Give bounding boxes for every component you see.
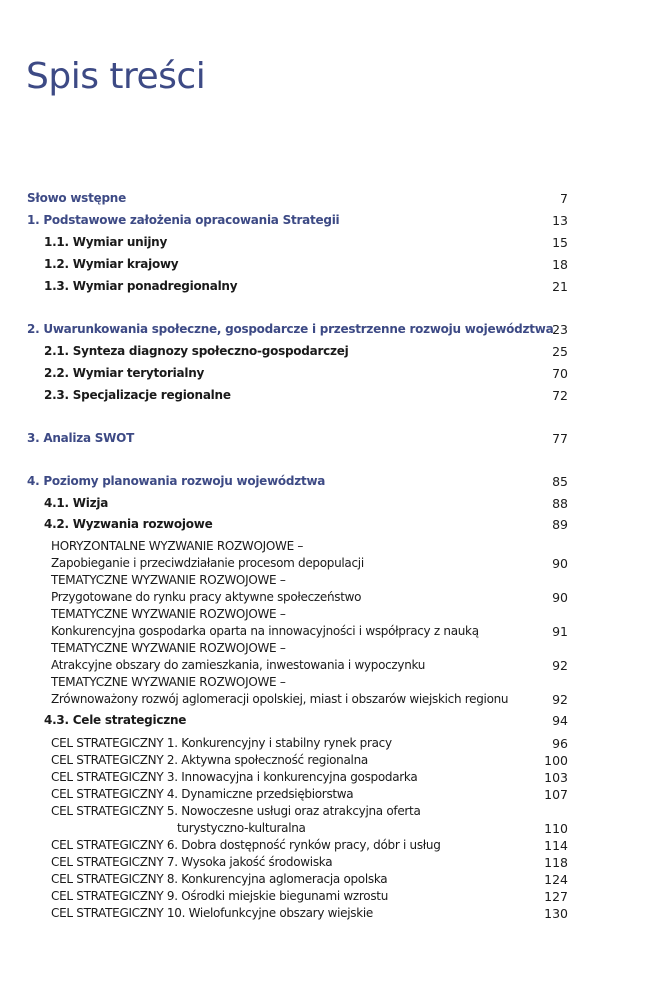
toc-entry-label: 2.2. Wymiar terytorialny xyxy=(44,366,205,380)
toc-entry-page-number: 23 xyxy=(552,322,568,337)
toc-entry-label: CEL STRATEGICZNY 9. Ośrodki miejskie biegunami wzrostu xyxy=(51,889,389,903)
toc-entry-label: TEMATYCZNE WYZWANIE ROZWOJOWE – xyxy=(51,641,286,655)
toc-entry[interactable] xyxy=(0,539,665,557)
toc-entry[interactable] xyxy=(0,906,665,924)
toc-entry-page-number: 103 xyxy=(544,770,568,785)
toc-entry[interactable] xyxy=(0,191,665,209)
toc-entry-label: 1.3. Wymiar ponadregionalny xyxy=(44,279,238,293)
toc-entry-page-number: 124 xyxy=(544,872,568,887)
toc-entry[interactable] xyxy=(0,496,665,514)
toc-entry[interactable] xyxy=(0,388,665,406)
toc-entry[interactable] xyxy=(0,675,665,693)
toc-entry-page-number: 127 xyxy=(544,889,568,904)
toc-entry-label: 1.2. Wymiar krajowy xyxy=(44,257,179,271)
toc-entry[interactable] xyxy=(0,573,665,591)
toc-entry-label: Przygotowane do rynku pracy aktywne społeczeństwo xyxy=(51,590,362,604)
toc-entry-page-number: 90 xyxy=(552,556,568,571)
toc-entry[interactable] xyxy=(0,804,665,822)
toc-entry-page-number: 77 xyxy=(552,431,568,446)
toc-entry[interactable] xyxy=(0,322,665,340)
toc-entry-label: CEL STRATEGICZNY 6. Dobra dostępność rynków pracy, dóbr i usług xyxy=(51,838,441,852)
toc-entry-label: Zrównoważony rozwój aglomeracji opolskiej, miast i obszarów wiejskich regionu xyxy=(51,692,509,706)
toc-entry-page-number: 130 xyxy=(544,906,568,921)
toc-entry-page-number: 18 xyxy=(552,257,568,272)
toc-entry-label: TEMATYCZNE WYZWANIE ROZWOJOWE – xyxy=(51,573,286,587)
toc-entry-label: CEL STRATEGICZNY 5. Nowoczesne usługi oraz atrakcyjna oferta xyxy=(51,804,421,818)
toc-entry-page-number: 88 xyxy=(552,496,568,511)
toc-entry[interactable] xyxy=(0,431,665,449)
toc-entry-label: 1.1. Wymiar unijny xyxy=(44,235,168,249)
toc-entry[interactable] xyxy=(0,366,665,384)
toc-entry-page-number: 114 xyxy=(544,838,568,853)
toc-entry[interactable] xyxy=(0,692,665,710)
toc-entry-page-number: 94 xyxy=(552,713,568,728)
toc-entry-label: Konkurencyjna gospodarka oparta na innowacyjności i współpracy z nauką xyxy=(51,624,479,638)
toc-entry-label: CEL STRATEGICZNY 8. Konkurencyjna aglomeracja opolska xyxy=(51,872,388,886)
toc-entry-page-number: 25 xyxy=(552,344,568,359)
toc-entry-page-number: 90 xyxy=(552,590,568,605)
toc-entry[interactable] xyxy=(0,279,665,297)
toc-entry[interactable] xyxy=(0,517,665,535)
toc-entry-label: Atrakcyjne obszary do zamieszkania, inwestowania i wypoczynku xyxy=(51,658,426,672)
toc-entry-page-number: 21 xyxy=(552,279,568,294)
toc-entry[interactable] xyxy=(0,821,665,839)
toc-entry-label: 2. Uwarunkowania społeczne, gospodarcze i przestrzenne rozwoju województwa xyxy=(27,322,554,336)
toc-entry[interactable] xyxy=(0,607,665,625)
toc-entry-page-number: 72 xyxy=(552,388,568,403)
toc-entry[interactable] xyxy=(0,658,665,676)
toc-entry[interactable] xyxy=(0,213,665,231)
toc-entry-page-number: 96 xyxy=(552,736,568,751)
toc-entry[interactable] xyxy=(0,838,665,856)
toc-entry-page-number: 13 xyxy=(552,213,568,228)
toc-entry-label: 4.1. Wizja xyxy=(44,496,109,510)
toc-entry[interactable] xyxy=(0,787,665,805)
toc-entry-page-number: 118 xyxy=(544,855,568,870)
toc-entry-page-number: 100 xyxy=(544,753,568,768)
toc-entry-page-number: 110 xyxy=(544,821,568,836)
toc-entry-label: CEL STRATEGICZNY 7. Wysoka jakość środowiska xyxy=(51,855,333,869)
toc-entry[interactable] xyxy=(0,736,665,754)
toc-entry[interactable] xyxy=(0,753,665,771)
toc-entry-page-number: 92 xyxy=(552,692,568,707)
toc-entry-label: CEL STRATEGICZNY 2. Aktywna społeczność regionalna xyxy=(51,753,368,767)
toc-entry[interactable] xyxy=(0,713,665,731)
toc-entry-label: 4.2. Wyzwania rozwojowe xyxy=(44,517,213,531)
toc-entry-label: Słowo wstępne xyxy=(27,191,126,205)
toc-entry[interactable] xyxy=(0,590,665,608)
toc-entry[interactable] xyxy=(0,641,665,659)
toc-entry-page-number: 89 xyxy=(552,517,568,532)
toc-entry-label: 2.3. Specjalizacje regionalne xyxy=(44,388,231,402)
toc-entry-page-number: 92 xyxy=(552,658,568,673)
toc-entry-label: turystyczno-kulturalna xyxy=(177,821,306,835)
toc-entry[interactable] xyxy=(0,556,665,574)
toc-entry-label: TEMATYCZNE WYZWANIE ROZWOJOWE – xyxy=(51,607,286,621)
toc-entry[interactable] xyxy=(0,235,665,253)
toc-entry[interactable] xyxy=(0,872,665,890)
toc-entry[interactable] xyxy=(0,344,665,362)
toc-entry-page-number: 15 xyxy=(552,235,568,250)
toc-entry-label: HORYZONTALNE WYZWANIE ROZWOJOWE – xyxy=(51,539,304,553)
toc-entry-page-number: 91 xyxy=(552,624,568,639)
toc-entry[interactable] xyxy=(0,624,665,642)
toc-entry[interactable] xyxy=(0,855,665,873)
toc-entry-label: Zapobieganie i przeciwdziałanie procesom depopulacji xyxy=(51,556,364,570)
toc-entry-label: TEMATYCZNE WYZWANIE ROZWOJOWE – xyxy=(51,675,286,689)
toc-entry-label: CEL STRATEGICZNY 4. Dynamiczne przedsiębiorstwa xyxy=(51,787,354,801)
toc-entry[interactable] xyxy=(0,257,665,275)
toc-entry[interactable] xyxy=(0,770,665,788)
toc-entry-page-number: 70 xyxy=(552,366,568,381)
toc-entry-label: CEL STRATEGICZNY 3. Innowacyjna i konkurencyjna gospodarka xyxy=(51,770,418,784)
toc-entry-page-number: 85 xyxy=(552,474,568,489)
toc-entry-label: 4. Poziomy planowania rozwoju województwa xyxy=(27,474,326,488)
toc-entry[interactable] xyxy=(0,474,665,492)
toc-entry-label: CEL STRATEGICZNY 1. Konkurencyjny i stabilny rynek pracy xyxy=(51,736,392,750)
toc-entry-page-number: 7 xyxy=(560,191,568,206)
page-title: Spis treści xyxy=(26,56,206,97)
toc-entry-label: 1. Podstawowe założenia opracowania Strategii xyxy=(27,213,340,227)
toc-entry[interactable] xyxy=(0,889,665,907)
toc-entry-label: 2.1. Synteza diagnozy społeczno-gospodarczej xyxy=(44,344,349,358)
toc-entry-label: CEL STRATEGICZNY 10. Wielofunkcyjne obszary wiejskie xyxy=(51,906,374,920)
toc-entry-label: 3. Analiza SWOT xyxy=(27,431,135,445)
toc-entry-page-number: 107 xyxy=(544,787,568,802)
toc-entry-label: 4.3. Cele strategiczne xyxy=(44,713,187,727)
